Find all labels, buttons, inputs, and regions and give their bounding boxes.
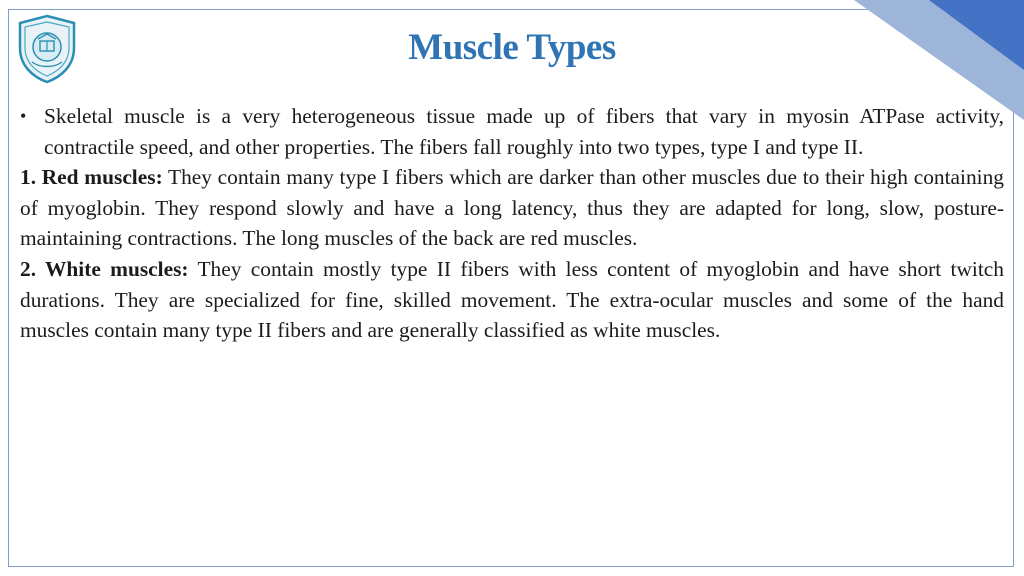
slide-content xyxy=(20,101,1004,346)
intro-bullet-text: Skeletal muscle is a very heterogeneous tissue made up of fibers that vary in myosin ATPase activity, contractile speed, and other properties. The fibers fall roughly into two types, type I and type II. xyxy=(44,104,1004,159)
slide-title: Muscle Types xyxy=(408,27,616,68)
bullet-icon: • xyxy=(20,106,27,126)
intro-bullet xyxy=(20,101,1004,162)
red-muscles-text: They contain many type I fibers which are darker than other muscles due to their high containing of myoglobin. They respond slowly and have a long latency, thus they are adapted for long, slow, posture-maintaining contractions. The long muscles of the back are red muscles. xyxy=(20,165,1004,251)
white-muscles-heading: 2. White muscles: xyxy=(20,256,189,281)
red-muscles-heading: 1. Red muscles: xyxy=(20,165,163,190)
white-muscles-text: They contain mostly type II fibers with less content of myoglobin and have short twitch durations. They are specialized for fine, skilled movement. The extra-ocular muscles and some of the hand muscles contain many type II fibers and are generally classified as white muscles. xyxy=(20,256,1004,343)
white-muscles-paragraph xyxy=(20,254,1004,346)
red-muscles-paragraph xyxy=(20,162,1004,254)
